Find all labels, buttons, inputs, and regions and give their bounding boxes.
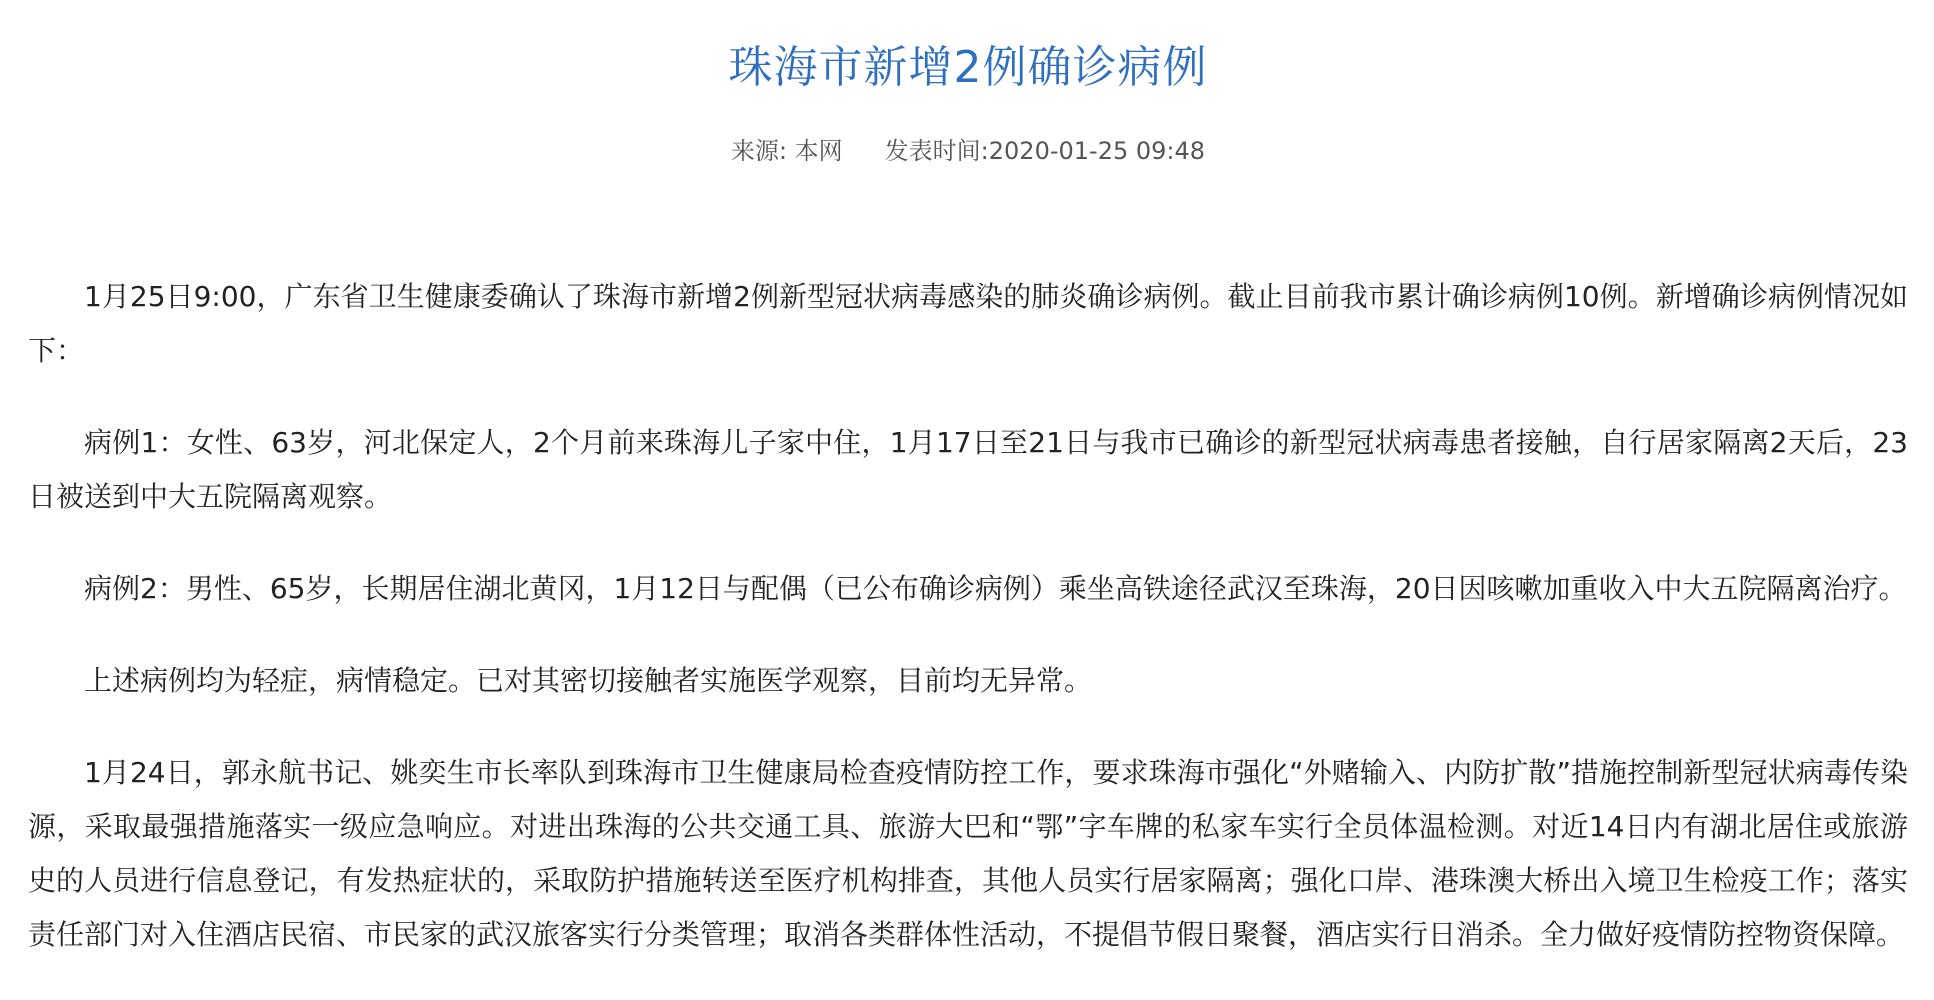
article bbox=[28, 0, 1908, 1000]
publish-time: 发表时间:2020-01-25 09:48 bbox=[884, 137, 1206, 165]
paragraph-status: 上述病例均为轻症，病情稳定。已对其密切接触者实施医学观察，目前均无异常。 bbox=[84, 664, 1093, 697]
paragraph-intro: 1月25日9:00，广东省卫生健康委确认了珠海市新增2例新型冠状病毒感染的肺炎确诊病例。截止目前我市累计确诊病例10例。新增确诊病例情况如下： bbox=[28, 280, 1908, 367]
paragraph-case-1: 病例1：女性、63岁，河北保定人，2个月前来珠海儿子家中住，1月17日至21日与我市已确诊的新型冠状病毒患者接触，自行居家隔离2天后，23日被送到中大五院隔离观察。 bbox=[28, 426, 1908, 513]
article-body bbox=[28, 270, 1908, 962]
paragraph-measures: 1月24日，郭永航书记、姚奕生市长率队到珠海市卫生健康局检查疫情防控工作，要求珠海市强化“外赌输入、内防扩散”措施控制新型冠状病毒传染源，采取最强措施落实一级应急响应。对进出珠海的公共交通工具、旅游大巴和“鄂”字车牌的私家车实行全员体温检测。对近14日内有湖北居住或旅游史的人员进行信息登记，有发热症状的，采取防护措施转送至医疗机构排查，其他人员实行居家隔离；强化口岸、港珠澳大桥出入境卫生检疫工作；落实责任部门对入住酒店民宿、市民家的武汉旅客实行分类管理；取消各类群体性活动，不提倡节假日聚餐，酒店实行日消杀。全力做好疫情防控物资保障。 bbox=[28, 756, 1908, 951]
source-label: 来源: 本网 bbox=[730, 137, 843, 165]
article-meta bbox=[28, 134, 1908, 168]
paragraph-case-2: 病例2：男性、65岁，长期居住湖北黄冈，1月12日与配偶（已公布确诊病例）乘坐高铁途径武汉至珠海，20日因咳嗽加重收入中大五院隔离治疗。 bbox=[84, 572, 1907, 605]
article-title: 珠海市新增2例确诊病例 bbox=[728, 42, 1208, 93]
